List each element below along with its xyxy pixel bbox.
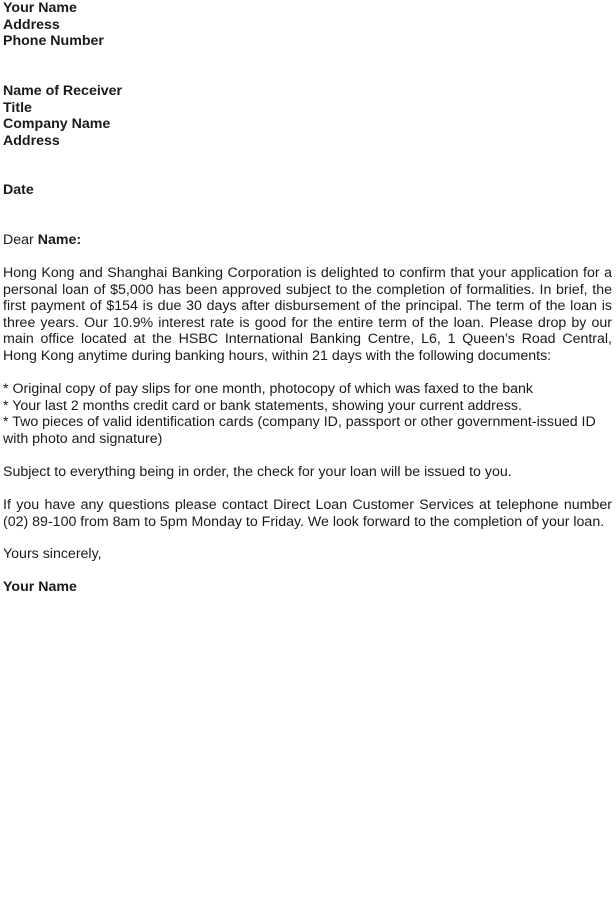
list-item-continuation: with photo and signature) [3, 430, 163, 447]
receiver-title: Title [3, 99, 32, 116]
date-label: Date [3, 182, 34, 198]
paragraph-approval [3, 265, 612, 365]
sender-address: Address [3, 16, 60, 33]
receiver-address: Address [3, 132, 60, 149]
documents-list [3, 381, 596, 447]
signature-block [3, 579, 77, 596]
sender-block [3, 0, 104, 50]
salutation-name: Name: [37, 232, 82, 248]
paragraph-line: (02) 89-100 from 8am to 5pm Monday to Friday. We look forward to the completion of your loan. [3, 513, 605, 530]
salutation [3, 232, 81, 249]
receiver-block [3, 83, 122, 149]
paragraph-line: personal loan of $5,000 has been approved subject to the completion of formalities. In brief, the [3, 281, 612, 298]
paragraph-line: first payment of $154 is due 30 days after disbursement of the principal. The term of the loan is [3, 298, 612, 315]
list-item: * Original copy of pay slips for one month, photocopy of which was faxed to the bank [3, 381, 533, 397]
paragraph-check [3, 464, 512, 481]
receiver-company: Company Name [3, 116, 111, 133]
paragraph-line: If you have any questions please contact Direct Loan Customer Services at telephone number [3, 497, 612, 513]
list-item: * Two pieces of valid identification cards (company ID, passport or other government-issued ID [3, 414, 596, 431]
sender-phone: Phone Number [3, 33, 104, 50]
receiver-name: Name of Receiver [3, 83, 123, 99]
paragraph-line: Subject to everything being in order, the check for your loan will be issued to you. [3, 464, 512, 480]
list-item: * Your last 2 months credit card or bank statements, showing your current address. [3, 397, 522, 414]
paragraph-line: main office located at the HSBC International Banking Centre, L6, 1 Queen’s Road Central, [3, 331, 612, 348]
salutation-prefix: Dear [3, 232, 38, 248]
paragraph-contact [3, 497, 612, 530]
closing-text: Yours sincerely, [3, 546, 102, 562]
sender-name: Your Name [3, 0, 77, 16]
closing [3, 546, 102, 563]
signature-name: Your Name [3, 579, 77, 595]
paragraph-line: Hong Kong anytime during banking hours, within 21 days with the following documents: [3, 347, 552, 364]
date-block [3, 182, 34, 199]
paragraph-line: Hong Kong and Shanghai Banking Corporation is delighted to confirm that your application for a [3, 265, 612, 281]
paragraph-line: three years. Our 10.9% interest rate is good for the entire term of the loan. Please drop by our [3, 314, 612, 331]
